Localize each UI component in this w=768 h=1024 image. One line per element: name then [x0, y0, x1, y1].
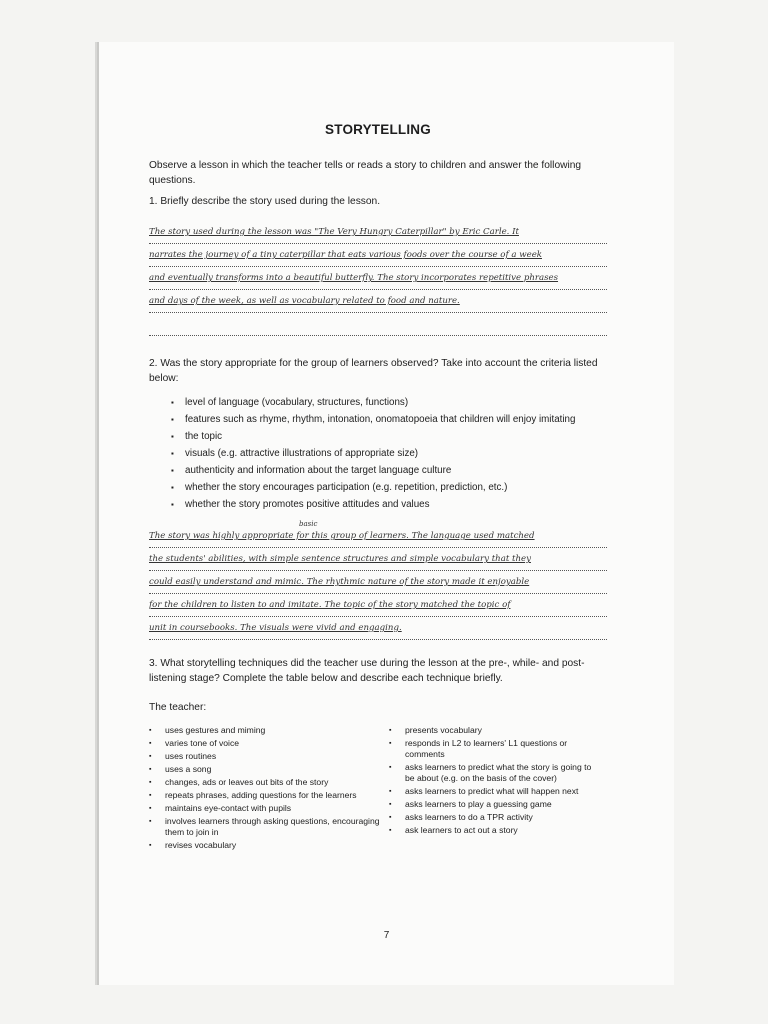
list-item: ▪ involves learners through asking questions, encouraging them to join in: [149, 816, 389, 838]
list-item: ▪ asks learners to predict what will happen next: [389, 786, 599, 797]
list-item: ▪ whether the story promotes positive attitudes and values: [171, 496, 607, 513]
page-number: 7: [383, 930, 390, 941]
answer-1-handwritten: [149, 221, 607, 336]
answer-line: and days of the week, as well as vocabulary related to food and nature.: [149, 290, 607, 313]
list-item: ▪ authenticity and information about the target language culture: [171, 462, 607, 479]
page-content: [149, 122, 607, 853]
answer-line: narrates the journey of a tiny caterpillar that eats various foods over the course of a week: [149, 244, 607, 267]
answer-line: unit in coursebooks. The visuals were vivid and engaging.: [149, 617, 607, 640]
question-2: 2. Was the story appropriate for the group of learners observed? Take into account the criteria listed below:: [149, 358, 598, 384]
list-item: ▪ whether the story encourages participation (e.g. repetition, prediction, etc.): [171, 479, 607, 496]
list-item: ▪ varies tone of voice: [149, 738, 389, 749]
list-item: ▪ changes, ads or leaves out bits of the story: [149, 777, 389, 788]
list-item: ▪ level of language (vocabulary, structures, functions): [171, 394, 607, 411]
answer-line: [149, 313, 607, 336]
list-item: ▪ asks learners to play a guessing game: [389, 799, 599, 810]
teacher-label: The teacher:: [149, 702, 207, 713]
list-item: ▪ presents vocabulary: [389, 725, 599, 736]
techniques-left-list: [149, 725, 389, 853]
answer-line: and eventually transforms into a beautiful butterfly. The story incorporates repetitive phrases: [149, 267, 607, 290]
question-3: 3. What storytelling techniques did the teacher use during the lesson at the pre-, while- and post-listening stage? Complete the table below and describe each technique briefly.: [149, 658, 585, 684]
list-item: ▪ visuals (e.g. attractive illustrations of appropriate size): [171, 445, 607, 462]
criteria-list: [171, 394, 607, 513]
list-item: ▪ maintains eye-contact with pupils: [149, 803, 389, 814]
question-1: 1. Briefly describe the story used during the lesson.: [149, 196, 381, 207]
list-item: ▪ repeats phrases, adding questions for the learners: [149, 790, 389, 801]
list-item: ▪ ask learners to act out a story: [389, 825, 599, 836]
list-item: ▪ asks learners to predict what the story is going to be about (e.g. on the basis of the cover): [389, 762, 599, 784]
page-title: STORYTELLING: [325, 122, 431, 137]
list-item: ▪ features such as rhyme, rhythm, intonation, onomatopoeia that children will enjoy imitating: [171, 411, 607, 428]
list-item: ▪ responds in L2 to learners' L1 questions or comments: [389, 738, 599, 760]
list-item: ▪ uses gestures and miming: [149, 725, 389, 736]
handwritten-insertion: basic: [299, 520, 318, 528]
instructions-text: Observe a lesson in which the teacher tells or reads a story to children and answer the following questions.: [149, 160, 582, 186]
answer-line: The story used during the lesson was "The Very Hungry Caterpillar" by Eric Carle. It: [149, 221, 607, 244]
list-item: ▪ uses routines: [149, 751, 389, 762]
list-item: ▪ revises vocabulary: [149, 840, 389, 851]
techniques-columns: [149, 725, 607, 853]
techniques-right-list: [389, 725, 599, 853]
answer-line: The story was highly appropriate for this group of learners. The language used matched: [149, 525, 607, 548]
document-page: [97, 42, 674, 985]
list-item: ▪ asks learners to do a TPR activity: [389, 812, 599, 823]
list-item: ▪ the topic: [171, 428, 607, 445]
answer-line: for the children to listen to and imitate. The topic of the story matched the topic of: [149, 594, 607, 617]
answer-2-handwritten: [149, 520, 607, 640]
answer-line: could easily understand and mimic. The rhythmic nature of the story made it enjoyable: [149, 571, 607, 594]
answer-line: the students' abilities, with simple sentence structures and simple vocabulary that they: [149, 548, 607, 571]
list-item: ▪ uses a song: [149, 764, 389, 775]
